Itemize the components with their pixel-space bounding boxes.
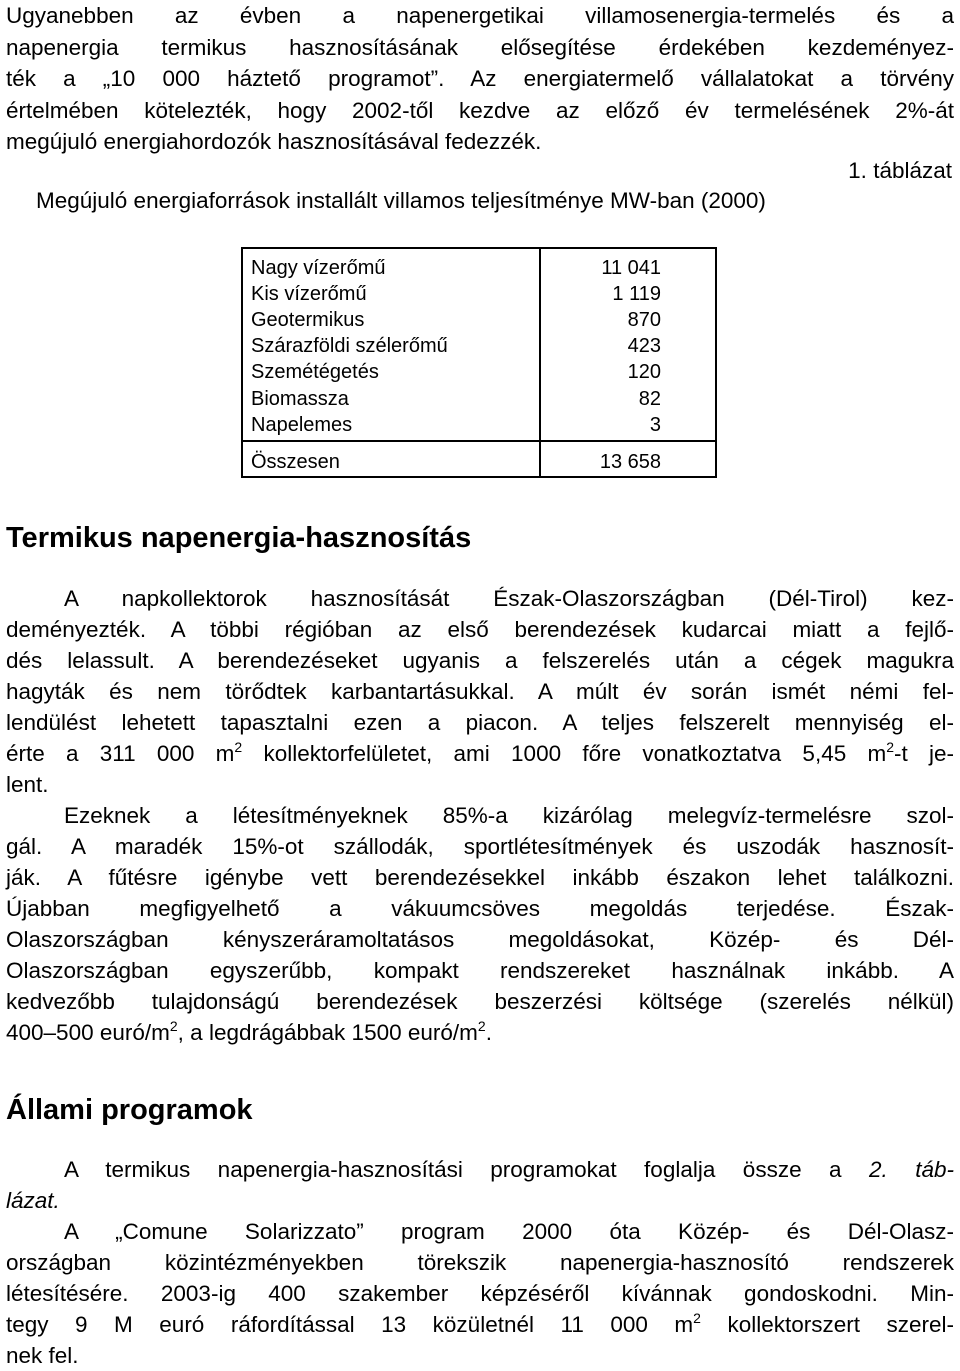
row-value: 423: [627, 335, 661, 357]
row-value: 3: [649, 414, 661, 436]
table-number: 1. táblázat: [848, 158, 952, 183]
text-line: nek fel.: [6, 1343, 79, 1368]
table-caption: Megújuló energiaforrások installált villamos teljesítménye MW-ban (2000): [36, 188, 766, 213]
table-total-row: [243, 449, 715, 475]
text-line: tegy 9 M euró ráfordítással 13 közületnél 11 000 $m^2$ kollektorszert szerel-: [6, 1310, 954, 1337]
text-line: Újabban megfigyelhető a vákuumcsöves megoldás terjedése. Észak-: [6, 896, 954, 921]
text-line: kedvezőbb tulajdonságú berendezések beszerzési költsége (szerelés nélkül): [6, 989, 954, 1014]
text-line: lendülést lehetett tapasztalni ezen a piacon. A teljes felszerelt mennyiség el-: [6, 710, 954, 735]
table-row: [243, 307, 715, 333]
text-line: gál. A maradék 15%-ot szállodák, sportlétesítmények és uszodák hasznosít-: [6, 834, 954, 859]
text-line: érte a 311 000 $m^2$ kollektorfelületet, ami 1000 főre vonatkoztatva 5,45 $m^2-t$ je-: [6, 739, 955, 766]
row-value: 82: [638, 388, 661, 410]
row-name: Szárazföldi szélerőmű: [251, 335, 448, 357]
row-name: Kis vízerőmű: [251, 283, 367, 305]
text-line: értelmében kötelezték, hogy 2002-től kezdve az előző év termelésének 2%-át: [6, 97, 954, 123]
text-line: Ezeknek a létesítményeknek 85%-a kizárólag melegvíz-termelésre szol-: [64, 803, 954, 828]
section-heading-thermal: Termikus napenergia-hasznosítás: [6, 522, 472, 554]
row-value: 1 119: [612, 283, 661, 305]
row-name: Geotermikus: [251, 309, 365, 331]
row-name: Biomassza: [251, 388, 349, 410]
text-line: lent.: [6, 772, 49, 797]
text-line: A napkollektorok hasznosítását Észak-Olaszországban (Dél-Tirol) kez-: [64, 586, 954, 611]
row-name: Napelemes: [251, 414, 353, 436]
text-line: ték a „10 000 háztető programot”. Az energiatermelő vállalatokat a törvény: [6, 66, 954, 91]
programs-paragraph-1: [6, 1154, 954, 1216]
text-line: napenergia termikus hasznosításának elősegítése érdekében kezdeményez-: [6, 34, 954, 60]
text-line: A termikus napenergia-hasznosítási programokat foglalja össze a 2. táb-: [64, 1157, 954, 1182]
thermal-paragraph-2: [6, 800, 954, 1048]
text-line: deményezték. A többi régióban az első berendezések kudarcai miatt a fejlő-: [6, 617, 954, 642]
intro-paragraph: [6, 0, 954, 158]
table-row: [243, 281, 715, 307]
section-heading-programs: Állami programok: [6, 1094, 253, 1126]
table-row: [243, 359, 715, 385]
table-row: [243, 386, 715, 412]
text-line: ják. A fűtésre igénybe vett berendezésekkel inkább északon lehet találkozni.: [6, 865, 954, 890]
text-line: 400–500 euró/$m^2$, a legdrágábbak 1500 euró/$m^2$.: [6, 1018, 492, 1045]
text-line: hagyták és nem törődtek karbantartásukkal. A múlt év során ismét némi fel-: [6, 679, 954, 704]
thermal-paragraph-1: [6, 583, 954, 800]
programs-paragraph-2: [6, 1216, 954, 1371]
energy-table: [241, 247, 717, 478]
total-value: 13 658: [599, 451, 661, 473]
row-value: 120: [627, 361, 661, 383]
total-divider: [243, 440, 715, 442]
table-row: [243, 333, 715, 359]
row-value: 11 041: [601, 257, 661, 279]
row-name: Nagy vízerőmű: [251, 257, 386, 279]
text-line: országban közintézményekben törekszik napenergia-hasznosító rendszerek: [6, 1250, 954, 1275]
total-name: Összesen: [251, 451, 340, 473]
text-line: lázat.: [6, 1188, 60, 1213]
text-line: A „Comune Solarizzato” program 2000 óta Közép- és Dél-Olasz-: [64, 1219, 954, 1244]
text-line: dés lelassult. A berendezéseket ugyanis a felszerelés után a cégek magukra: [6, 648, 954, 673]
text-line: létesítésére. 2003-ig 400 szakember képzéséről kívánnak gondoskodni. Min-: [6, 1281, 954, 1306]
row-name: Szemétégetés: [251, 361, 379, 383]
text-line: megújuló energiahordozók hasznosításával fedezzék.: [6, 129, 542, 154]
table-row: [243, 412, 715, 438]
text-line: Olaszországban egyszerűbb, kompakt rendszereket használnak inkább. A: [6, 958, 954, 983]
row-value: 870: [627, 309, 661, 331]
text-line: Ugyanebben az évben a napenergetikai villamosenergia-termelés és a: [6, 3, 954, 28]
text-line: Olaszországban kényszeráramoltatásos megoldásokat, Közép- és Dél-: [6, 927, 954, 952]
table-row: [243, 255, 715, 281]
